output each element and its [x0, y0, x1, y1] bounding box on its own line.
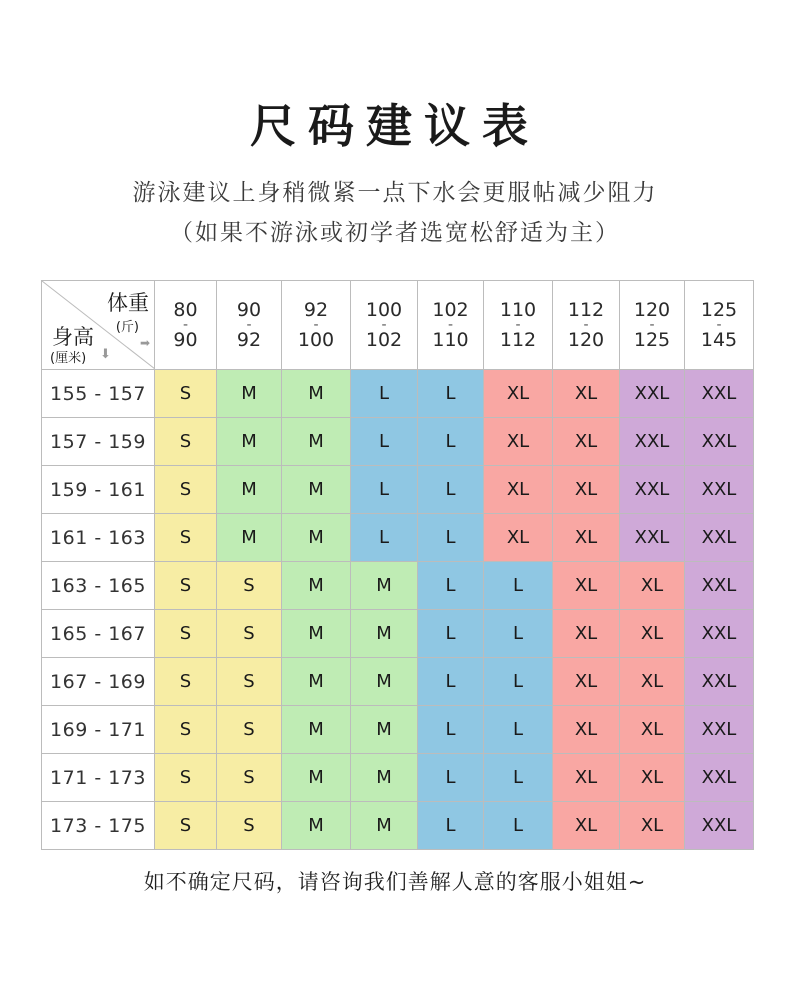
size-cell: XXL — [685, 802, 754, 850]
size-cell: XL — [620, 802, 685, 850]
size-cell: XXL — [685, 658, 754, 706]
subtitle-note: （如果不游泳或初学者选宽松舒适为主） — [170, 220, 620, 246]
size-cell: S — [155, 514, 217, 562]
size-cell: M — [282, 370, 351, 418]
size-cell: XXL — [685, 370, 754, 418]
size-cell: XXL — [620, 370, 685, 418]
size-cell: L — [484, 562, 553, 610]
range-dash: - — [381, 317, 387, 333]
size-cell: L — [418, 754, 484, 802]
table-row — [42, 466, 754, 514]
size-cell: L — [418, 706, 484, 754]
height-range-cell: 163 - 165 — [42, 562, 155, 610]
size-cell: L — [418, 658, 484, 706]
size-cell: L — [418, 370, 484, 418]
size-cell: M — [351, 802, 418, 850]
height-range-cell: 169 - 171 — [42, 706, 155, 754]
size-cell: XXL — [620, 418, 685, 466]
size-cell: XXL — [685, 514, 754, 562]
size-cell: M — [351, 562, 418, 610]
size-cell: XXL — [685, 706, 754, 754]
size-cell: XXL — [685, 562, 754, 610]
height-range-cell: 165 - 167 — [42, 610, 155, 658]
size-cell: L — [351, 466, 418, 514]
size-cell: M — [351, 706, 418, 754]
table-row — [42, 610, 754, 658]
weight-to: 100 — [297, 329, 335, 351]
size-cell: M — [282, 514, 351, 562]
size-cell: M — [282, 562, 351, 610]
size-cell: L — [484, 802, 553, 850]
size-cell: XL — [553, 802, 620, 850]
size-cell: S — [155, 370, 217, 418]
table-row — [42, 514, 754, 562]
height-label: 身高 — [52, 325, 94, 349]
size-cell: XL — [553, 562, 620, 610]
weight-to: 120 — [567, 329, 605, 351]
size-cell: L — [418, 610, 484, 658]
height-range-cell: 173 - 175 — [42, 802, 155, 850]
weight-to: 90 — [173, 329, 198, 351]
weight-to: 102 — [365, 329, 403, 351]
table-row — [42, 658, 754, 706]
size-cell: XL — [553, 514, 620, 562]
size-cell: L — [418, 418, 484, 466]
size-cell: L — [418, 466, 484, 514]
range-dash: - — [447, 317, 454, 333]
size-cell: M — [282, 658, 351, 706]
size-cell: M — [351, 658, 418, 706]
size-cell: XL — [553, 418, 620, 466]
size-cell: L — [418, 514, 484, 562]
size-cell: XL — [553, 610, 620, 658]
size-cell: M — [282, 418, 351, 466]
size-cell: XXL — [685, 610, 754, 658]
weight-from: 92 — [303, 299, 329, 321]
table-row — [42, 706, 754, 754]
height-range-cell: 167 - 169 — [42, 658, 155, 706]
subtitle-tip: 游泳建议上身稍微紧一点下水会更服帖减少阻力 — [132, 180, 658, 206]
arrow-right-icon: ➡ — [139, 336, 150, 350]
size-cell: XL — [620, 610, 685, 658]
corner-cell — [42, 281, 155, 370]
weight-from: 112 — [567, 299, 605, 321]
size-cell: M — [282, 610, 351, 658]
size-cell: S — [155, 802, 217, 850]
size-cell: M — [282, 754, 351, 802]
size-cell: M — [217, 514, 282, 562]
size-cell: L — [484, 610, 553, 658]
size-cell: M — [217, 370, 282, 418]
size-cell: S — [155, 562, 217, 610]
size-cell: XL — [484, 466, 553, 514]
range-dash: - — [246, 317, 252, 333]
size-cell: S — [217, 562, 282, 610]
size-cell: M — [282, 466, 351, 514]
size-cell: L — [351, 418, 418, 466]
size-cell: XL — [553, 658, 620, 706]
size-cell: L — [484, 658, 553, 706]
size-cell: XL — [553, 754, 620, 802]
size-cell: XL — [553, 706, 620, 754]
weight-to: 110 — [432, 329, 469, 351]
size-cell: M — [282, 802, 351, 850]
height-range-cell: 159 - 161 — [42, 466, 155, 514]
size-cell: L — [351, 514, 418, 562]
size-cell: XL — [620, 562, 685, 610]
height-unit: (厘米) — [50, 351, 87, 366]
size-cell: XXL — [685, 466, 754, 514]
size-cell: S — [155, 418, 217, 466]
height-range-cell: 157 - 159 — [42, 418, 155, 466]
size-cell: S — [217, 706, 282, 754]
size-cell: XL — [553, 466, 620, 514]
weight-from: 80 — [173, 299, 198, 321]
size-cell: M — [282, 706, 351, 754]
size-cell: L — [484, 706, 553, 754]
table-row — [42, 802, 754, 850]
size-cell: M — [351, 610, 418, 658]
size-cell: XL — [620, 754, 685, 802]
footer-note: 如不确定尺码，请咨询我们善解人意的客服小姐姐~ — [143, 870, 647, 894]
size-cell: XL — [620, 706, 685, 754]
size-cell: L — [351, 370, 418, 418]
weight-range-header — [155, 281, 217, 370]
arrow-down-icon: ⬇ — [100, 347, 111, 362]
table-row — [42, 418, 754, 466]
size-cell: S — [217, 658, 282, 706]
size-cell: S — [217, 610, 282, 658]
weight-to: 92 — [236, 329, 262, 351]
size-cell: L — [418, 802, 484, 850]
size-cell: XXL — [620, 514, 685, 562]
table-row — [42, 562, 754, 610]
size-cell: S — [217, 802, 282, 850]
weight-label: 体重 — [107, 291, 149, 315]
size-cell: M — [351, 754, 418, 802]
size-cell: XXL — [620, 466, 685, 514]
weight-range-header — [620, 281, 685, 370]
weight-from: 100 — [365, 299, 403, 321]
weight-range-header — [553, 281, 620, 370]
range-dash: - — [313, 317, 319, 333]
page-title: 尺码建议表 — [250, 99, 540, 153]
size-cell: M — [217, 418, 282, 466]
size-cell: S — [217, 754, 282, 802]
size-cell: S — [155, 610, 217, 658]
size-cell: L — [484, 754, 553, 802]
size-cell: S — [155, 466, 217, 514]
range-dash: - — [182, 317, 189, 333]
weight-to: 145 — [700, 329, 738, 351]
size-cell: XXL — [685, 418, 754, 466]
weight-range-header — [217, 281, 282, 370]
weight-range-header — [685, 281, 754, 370]
height-range-cell: 161 - 163 — [42, 514, 155, 562]
height-range-cell: 155 - 157 — [42, 370, 155, 418]
range-dash: - — [583, 317, 589, 333]
weight-from: 90 — [236, 299, 262, 321]
weight-range-header — [484, 281, 553, 370]
size-cell: XL — [553, 370, 620, 418]
size-chart-table — [41, 280, 754, 850]
weight-from: 120 — [633, 299, 671, 321]
size-cell: S — [155, 658, 217, 706]
size-cell: XL — [484, 514, 553, 562]
weight-to: 125 — [633, 329, 671, 351]
size-cell: XXL — [685, 754, 754, 802]
size-cell: XL — [484, 418, 553, 466]
size-cell: XL — [620, 658, 685, 706]
weight-from: 110 — [499, 299, 537, 321]
weight-unit: (斤) — [115, 320, 139, 335]
range-dash: - — [649, 317, 655, 333]
weight-range-header — [418, 281, 484, 370]
range-dash: - — [515, 317, 521, 333]
size-cell: L — [418, 562, 484, 610]
table-row — [42, 754, 754, 802]
weight-to: 112 — [499, 329, 537, 351]
weight-range-header — [351, 281, 418, 370]
height-range-cell: 171 - 173 — [42, 754, 155, 802]
weight-header-row — [42, 281, 754, 370]
weight-range-header — [282, 281, 351, 370]
size-cell: S — [155, 706, 217, 754]
table-row — [42, 370, 754, 418]
range-dash: - — [716, 317, 722, 333]
size-cell: XL — [484, 370, 553, 418]
weight-from: 102 — [432, 299, 469, 321]
size-cell: M — [217, 466, 282, 514]
weight-from: 125 — [700, 299, 738, 321]
size-cell: S — [155, 754, 217, 802]
